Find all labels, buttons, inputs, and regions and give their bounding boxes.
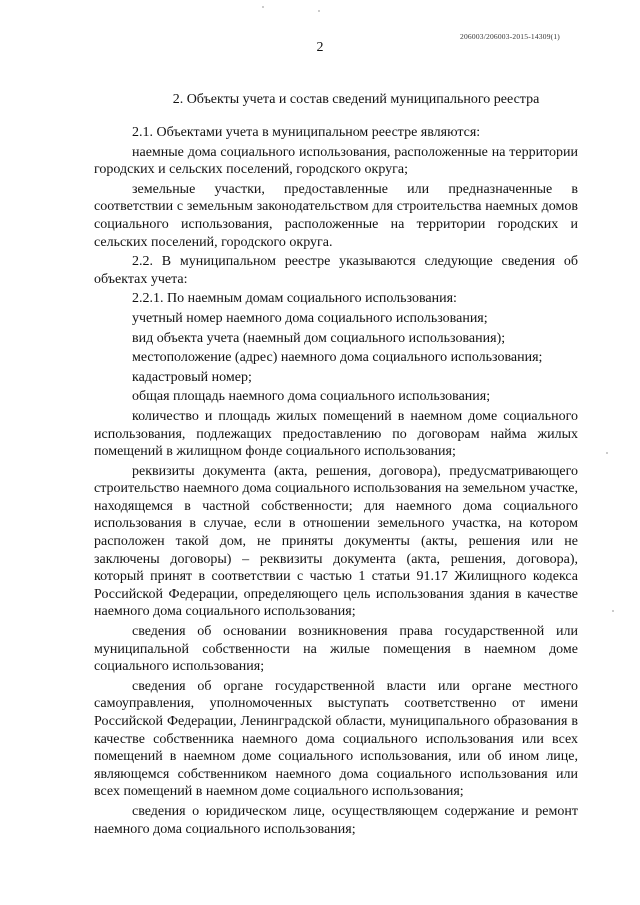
list-item-document-details: реквизиты документа (акта, решения, договора), предусматривающего строительство наемного дома социального использования на земельном участке, находящемся в частной собственности; для наемного дома социального использования в случае, если в отношении земельного участка, на котором расположен такой дом, не приняты документы (акты, решения или не заключены договоры) – реквизиты документа (акта, решения, договора), который принят в соответствии с частью 1 статьи 91.17 Жилищного кодекса Российской Федерации, определяющего цель использования здания в качестве наемного дома социального использования; <box>94 463 578 620</box>
paragraph-2-2: 2.2. В муниципальном реестре указываются следующие сведения об объектах учета: <box>94 254 578 287</box>
list-item-cadastral-number: кадастровый номер; <box>132 369 252 385</box>
paragraph-rental-houses: наемные дома социального использования, расположенные на территории городских и сельских поселений, городского округа; <box>94 144 578 178</box>
section-title: 2. Объекты учета и состав сведений муниципального реестра <box>172 92 540 107</box>
scan-speck <box>318 10 320 12</box>
document-body <box>94 124 578 840</box>
list-item-total-area: общая площадь наемного дома социального использования; <box>132 389 491 405</box>
paragraph-land-plots: земельные участки, предоставленные или предназначенные в соответствии с земельным законодательством для строительства наемных домов социального использования, расположенные на территории городских и сельских поселений, городского округа. <box>94 181 578 250</box>
page-number: 2 <box>316 40 324 55</box>
list-item-location: местоположение (адрес) наемного дома социального использования; <box>132 350 543 366</box>
list-item-premises-count: количество и площадь жилых помещений в наемном доме социального использования, подлежащих предоставлению по договорам найма жилых помещений в жилищном фонде социального использования; <box>94 408 578 460</box>
list-item-registration-number: учетный номер наемного дома социального использования; <box>132 310 488 326</box>
scan-speck <box>262 6 264 8</box>
scan-speck <box>612 610 614 612</box>
list-item-object-type: вид объекта учета (наемный дом социального использования); <box>132 330 506 346</box>
list-item-legal-entity: сведения о юридическом лице, осуществляющем содержание и ремонт наемного дома социального использования; <box>94 803 578 837</box>
document-id: 206003/206003-2015-14309(1) <box>460 32 560 41</box>
list-item-authority-info: сведения об органе государственной власти или органе местного самоуправления, уполномоченных выступать соответственно от имени Российской Федерации, Ленинградской области, муниципального образования в качестве собственника наемного дома социального использования или всех помещений в наемном доме социального использования, или об ином лице, являющемся собственником наемного дома социального использования или всех помещений в наемном доме социального использования; <box>94 678 578 800</box>
list-item-ownership-basis: сведения об основании возникновения права государственной или муниципальной собственности на жилые помещения в наемном доме социального использования; <box>94 624 578 675</box>
scan-speck <box>606 452 608 454</box>
paragraph-2-1: 2.1. Объектами учета в муниципальном реестре являются: <box>132 125 481 140</box>
paragraph-2-2-1: 2.2.1. По наемным домам социального использования: <box>132 291 457 307</box>
